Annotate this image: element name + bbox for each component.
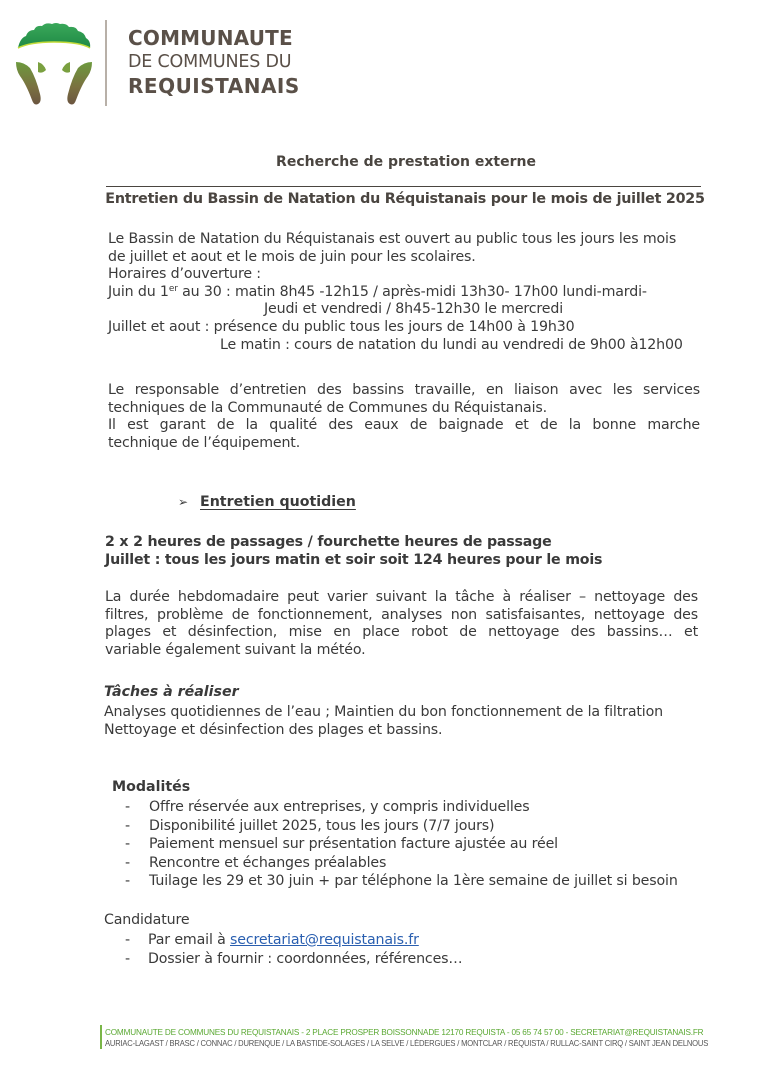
candidature-list — [125, 932, 462, 970]
list-item — [125, 855, 678, 874]
document-title: Entretien du Bassin de Natation du Réquistanais pour le mois de juillet 2025 — [105, 191, 705, 207]
paragraph-line: techniques de la Communauté de Communes du Réquistanais. — [108, 399, 547, 416]
list-item-text: Disponibilité juillet 2025, tous les jours (7/7 jours) — [149, 817, 495, 834]
org-name — [128, 26, 300, 98]
intro-line: de juillet et aout et le mois de juin pour les scolaires. — [108, 248, 476, 265]
list-item — [125, 799, 678, 818]
header-divider — [105, 20, 107, 106]
duree-paragraph — [105, 589, 698, 659]
paragraph-line: La durée hebdomadaire peut varier suivant la tâche à réaliser – nettoyage des — [105, 589, 698, 605]
section-heading — [178, 494, 356, 510]
paragraph-line: technique de l’équipement. — [108, 434, 301, 451]
list-item-text: Paiement mensuel sur présentation facture ajustée au réel — [149, 836, 558, 853]
list-item-text: Offre réservée aux entreprises, y compris individuelles — [149, 799, 530, 815]
communaute-logo — [14, 22, 94, 106]
dash-bullet: - — [125, 817, 130, 834]
dash-bullet: - — [125, 873, 130, 890]
list-item-text: Tuilage les 29 et 30 juin + par téléphone la 1ère semaine de juillet si besoin — [149, 873, 678, 890]
taches-line: Analyses quotidiennes de l’eau ; Maintien du bon fonctionnement de la filtration — [104, 704, 663, 720]
email-link[interactable]: secretariat@requistanais.fr — [230, 932, 419, 948]
list-item — [125, 836, 678, 855]
footer-accent-bar — [100, 1025, 102, 1049]
passages-line: Juillet : tous les jours matin et soir soit 124 heures pour le mois — [105, 552, 603, 568]
intro-paragraph — [108, 231, 703, 354]
hours-juillet-line2: Le matin : cours de natation du lundi au vendredi de 9h00 à12h00 — [220, 336, 683, 353]
org-name-line3: REQUISTANAIS — [128, 74, 300, 98]
paragraph-line: filtres, problème de fonctionnement, analyses non satisfaisantes, nettoyage des — [105, 606, 698, 623]
passages-block — [105, 533, 602, 569]
dash-bullet: - — [125, 836, 130, 853]
hours-juillet: Juillet et aout : présence du public tous les jours de 14h00 à 19h30 — [108, 318, 575, 335]
paragraph-line: Le responsable d’entretien des bassins travaille, en liaison avec les services — [108, 382, 700, 398]
footer-address: COMMUNAUTE DE COMMUNES DU REQUISTANAIS - 2 PLACE PROSPER BOISSONNADE 12170 REQUISTA - 05 65 74 57 00 - SECRETARIAT@REQUISTANAIS.FR — [105, 1027, 704, 1037]
footer-communes: AURIAC-LAGAST / BRASC / CONNAC / DURENQUE / LA BASTIDE-SOLAGES / LA SELVE / LÉDERGUES / MONTCLAR / RÉQUISTA / RULLAC-SAINT CIRQ / SAINT JEAN DELNOUS — [105, 1039, 709, 1048]
taches-text — [104, 704, 663, 739]
title-rule — [106, 186, 701, 187]
list-item-text: Dossier à fournir : coordonnées, références… — [148, 951, 463, 967]
hours-juin-line2: Jeudi et vendredi / 8h45-12h30 le mercredi — [264, 301, 564, 318]
paragraph-line: variable également suivant la météo. — [105, 641, 366, 658]
dash-bullet: - — [125, 932, 130, 948]
candidature-heading: Candidature — [104, 912, 190, 928]
logo-emblem-icon — [14, 22, 94, 106]
hours-juin — [108, 284, 703, 302]
dash-bullet: - — [125, 854, 130, 871]
list-item-text: Rencontre et échanges préalables — [149, 854, 387, 871]
paragraph-line: Il est garant de la qualité des eaux de baignade et de la bonne marche — [108, 417, 700, 434]
paragraph-line: plages et désinfection, mise en place robot de nettoyage des bassins… et — [105, 624, 698, 641]
org-name-line2: DE COMMUNES DU — [128, 52, 292, 72]
modalites-list — [125, 799, 678, 892]
section-heading-label: Entretien quotidien — [200, 494, 356, 510]
email-prefix: Par email à — [148, 932, 230, 948]
superscript: er — [168, 283, 178, 294]
taches-line: Nettoyage et désinfection des plages et bassins. — [104, 721, 443, 738]
org-name-line1: COMMUNAUTE — [128, 26, 293, 50]
list-item — [125, 951, 462, 970]
intro-line: Le Bassin de Natation du Réquistanais est ouvert au public tous les jours les mois — [108, 231, 677, 247]
hours-juin-rest: au 30 : matin 8h45 -12h15 / après-midi 13h30- 17h00 lundi-mardi- — [177, 283, 647, 300]
hours-juin-prefix: Juin du 1 — [108, 283, 169, 300]
document-subject: Recherche de prestation externe — [276, 154, 536, 170]
modalites-heading: Modalités — [112, 779, 191, 795]
list-item — [125, 873, 678, 892]
list-item — [125, 932, 462, 951]
list-item — [125, 818, 678, 837]
intro-line: Horaires d’ouverture : — [108, 266, 261, 283]
dash-bullet: - — [125, 951, 130, 967]
taches-heading: Tâches à réaliser — [104, 684, 239, 700]
arrow-bullet-icon: ➢ — [178, 495, 189, 509]
responsable-paragraph — [108, 382, 700, 452]
passages-line: 2 x 2 heures de passages / fourchette heures de passage — [105, 534, 552, 550]
dash-bullet: - — [125, 799, 130, 815]
